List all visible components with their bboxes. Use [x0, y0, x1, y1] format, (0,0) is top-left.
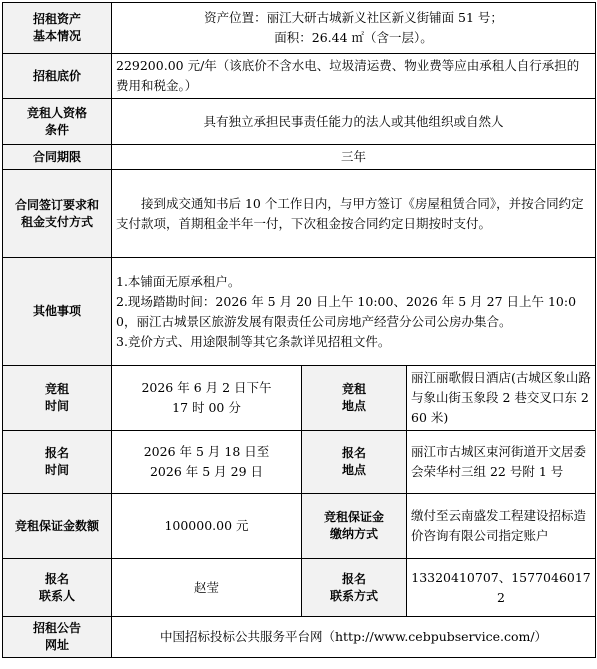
contact-method-value: 13320410707、15770460172 — [407, 559, 596, 617]
contact-label: 报名 联系人 — [3, 559, 112, 617]
reg-time-label: 报名 时间 — [3, 431, 112, 494]
other-value: 1.本铺面无原承租户。 2.现场踏勘时间：2026 年 5 月 20 日上午 10:00、2026 年 5 月 27 日上午 10:00，丽江古城景区旅游发展有限责任公司房地产经营分公司公房办集合。 3.竞价方式、用途限制等其它条款详见招租文件。 — [112, 258, 596, 366]
contract-label: 合同签订要求和 租金支付方式 — [3, 170, 112, 258]
website-row — [3, 617, 596, 658]
reg-time-value: 2026 年 5 月 18 日至 2026 年 5 月 29 日 — [112, 431, 302, 494]
qualification-value: 具有独立承担民事责任能力的法人或其他组织或自然人 — [112, 99, 596, 145]
contact-method-label: 报名 联系方式 — [302, 559, 407, 617]
other-label: 其他事项 — [3, 258, 112, 366]
tender-info-table — [2, 2, 596, 658]
reg-place-value: 丽江市古城区束河街道开文居委会荣华村三组 22 号附 1 号 — [407, 431, 596, 494]
bid-time-value: 2026 年 6 月 2 日下午 17 时 00 分 — [112, 366, 302, 431]
bid-place-value: 丽江丽歌假日酒店(古城区象山路与象山街玉象段 2 巷交叉口东 260 米) — [407, 366, 596, 431]
bid-time-label: 竞租 时间 — [3, 366, 112, 431]
bid-place-label: 竞租 地点 — [302, 366, 407, 431]
contract-row — [3, 170, 596, 258]
bid-row — [3, 366, 596, 431]
other-row — [3, 258, 596, 366]
deposit-row — [3, 494, 596, 559]
contract-value: 接到成交通知书后 10 个工作日内，与甲方签订《房屋租赁合同》，并按合同约定支付款项，首期租金半年一付，下次租金按合同约定日期按时支付。 — [112, 170, 596, 258]
deposit-label: 竞租保证金数额 — [3, 494, 112, 559]
contact-value: 赵莹 — [112, 559, 302, 617]
website-label: 招租公告 网址 — [3, 617, 112, 658]
base-price-value: 229200.00 元/年（该底价不含水电、垃圾清运费、物业费等应由承租人自行承担的费用和税金。） — [112, 54, 596, 99]
asset-row — [3, 3, 596, 54]
term-row — [3, 145, 596, 170]
term-value: 三年 — [112, 145, 596, 170]
contact-row — [3, 559, 596, 617]
asset-label: 招租资产 基本情况 — [3, 3, 112, 54]
website-value: 中国招标投标公共服务平台网（http://www.cebpubservice.com/） — [112, 617, 596, 658]
deposit-value: 100000.00 元 — [112, 494, 302, 559]
deposit-method-label: 竞租保证金 缴纳方式 — [302, 494, 407, 559]
deposit-method-value: 缴付至云南盛发工程建设招标造价咨询有限公司指定账户 — [407, 494, 596, 559]
qualification-row — [3, 99, 596, 145]
qualification-label: 竞租人资格 条件 — [3, 99, 112, 145]
asset-value: 资产位置：丽江大研古城新义社区新义街铺面 51 号； 面积：26.44 ㎡（含一层）。 — [112, 3, 596, 54]
base-price-label: 招租底价 — [3, 54, 112, 99]
term-label: 合同期限 — [3, 145, 112, 170]
reg-place-label: 报名 地点 — [302, 431, 407, 494]
registration-row — [3, 431, 596, 494]
base-price-row — [3, 54, 596, 99]
